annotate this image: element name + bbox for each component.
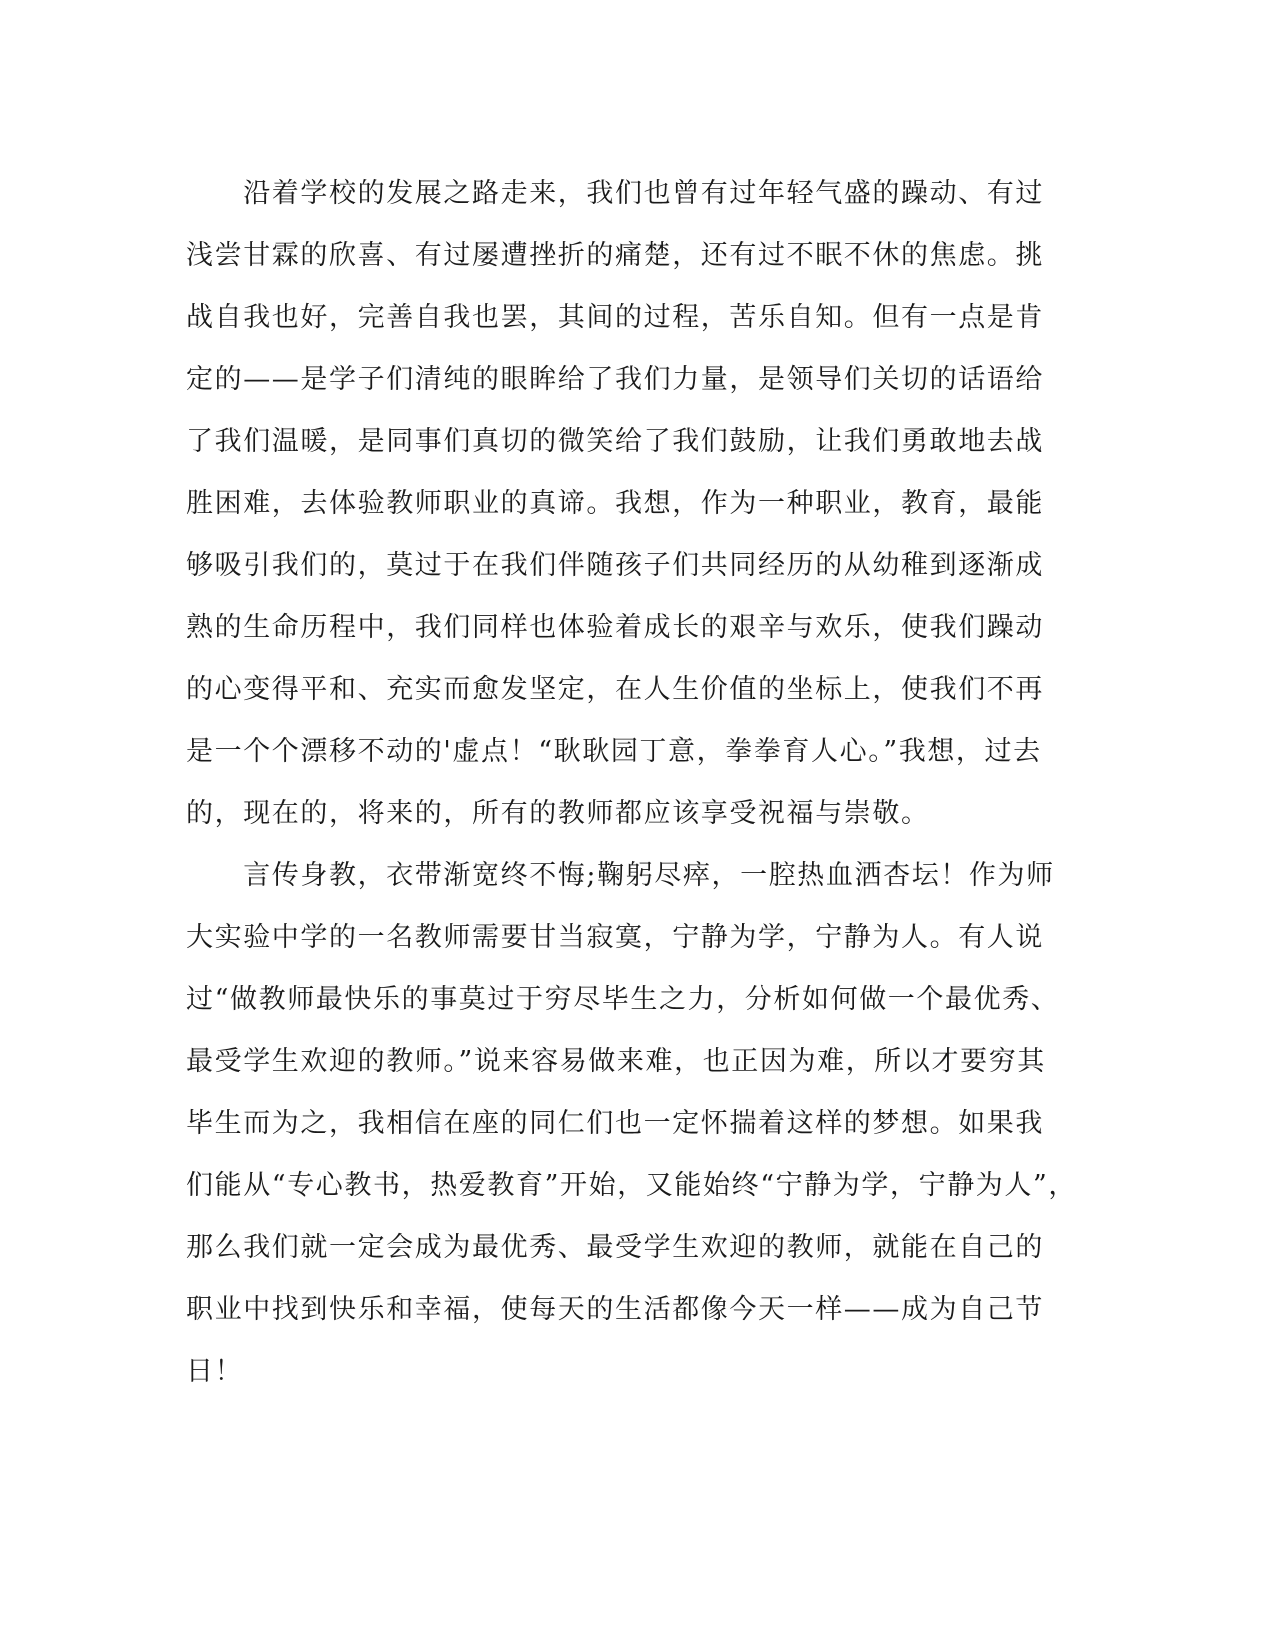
paragraph-2 [186, 845, 1086, 1403]
text-line: 们能从“专心教书，热爱教育”开始，又能始终“宁静为学，宁静为人”， [186, 1170, 1078, 1201]
text-line: 胜困难，去体验教师职业的真谛。我想，作为一种职业，教育，最能 [186, 488, 1044, 519]
text-line: 熟的生命历程中，我们同样也体验着成长的艰辛与欢乐，使我们躁动 [186, 612, 1044, 643]
text-line: 战自我也好，完善自我也罢，其间的过程，苦乐自知。但有一点是肯 [186, 302, 1044, 333]
text-line: 言传身教，衣带渐宽终不悔;鞠躬尽瘁，一腔热血洒杏坛！作为师 [186, 860, 1055, 891]
text-line: 过“做教师最快乐的事莫过于穷尽毕生之力，分析如何做一个最优秀、 [186, 984, 1060, 1015]
text-line: 够吸引我们的，莫过于在我们伴随孩子们共同经历的从幼稚到逐渐成 [186, 550, 1044, 581]
text-line: 毕生而为之，我相信在座的同仁们也一定怀揣着这样的梦想。如果我 [186, 1108, 1044, 1139]
document-body [186, 163, 1086, 1403]
text-line: 日！ [186, 1356, 244, 1387]
paragraph-1 [186, 163, 1086, 845]
text-line: 了我们温暖，是同事们真切的微笑给了我们鼓励，让我们勇敢地去战 [186, 426, 1044, 457]
text-line: 职业中找到快乐和幸福，使每天的生活都像今天一样——成为自己节 [186, 1294, 1044, 1325]
text-line: 最受学生欢迎的教师。”说来容易做来难，也正因为难，所以才要穷其 [186, 1046, 1046, 1077]
text-line: 沿着学校的发展之路走来，我们也曾有过年轻气盛的躁动、有过 [186, 178, 1044, 209]
text-line: 是一个个漂移不动的'虚点！“耿耿园丁意，拳拳育人心。”我想，过去 [186, 736, 1042, 767]
text-line: 定的——是学子们清纯的眼眸给了我们力量，是领导们关切的话语给 [186, 364, 1044, 395]
text-line: 大实验中学的一名教师需要甘当寂寞，宁静为学，宁静为人。有人说 [186, 922, 1044, 953]
text-line: 的，现在的，将来的，所有的教师都应该享受祝福与崇敬。 [186, 798, 930, 829]
text-line: 浅尝甘霖的欣喜、有过屡遭挫折的痛楚，还有过不眠不休的焦虑。挑 [186, 240, 1044, 271]
text-line: 的心变得平和、充实而愈发坚定，在人生价值的坐标上，使我们不再 [186, 674, 1044, 705]
text-line: 那么我们就一定会成为最优秀、最受学生欢迎的教师，就能在自己的 [186, 1232, 1044, 1263]
